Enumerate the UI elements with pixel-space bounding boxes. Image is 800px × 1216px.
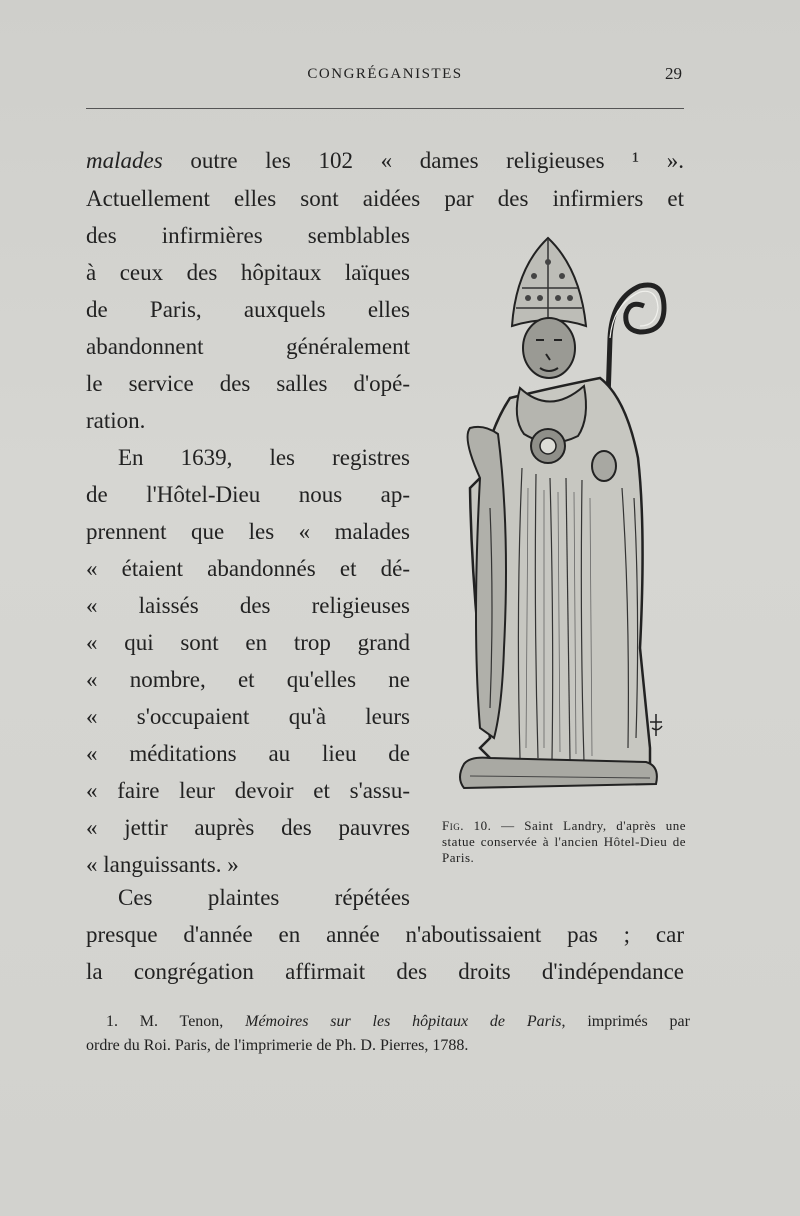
text-line: En 1639, les registres — [118, 445, 410, 470]
text-line: Actuellement elles sont aidées par des infirmiers et — [86, 186, 684, 211]
text-line: prennent que les « malades — [86, 519, 410, 544]
text-line: presque d'année en année n'aboutissaient pas ; car — [86, 922, 684, 947]
text-line: ration. — [86, 408, 146, 433]
caption-label: Fig. 10. — [442, 818, 492, 833]
text-line: la congrégation affirmait des droits d'indépendance — [86, 959, 684, 984]
text-line: à ceux des hôpitaux laïques — [86, 260, 410, 285]
saint-landry-illustration — [450, 228, 678, 808]
text-line: « nombre, et qu'elles ne — [86, 667, 410, 692]
caption-text: — Saint Landry, d'après une statue conservée à l'ancien Hôtel-Dieu de Paris. — [442, 818, 686, 865]
text-line: de l'Hôtel-Dieu nous ap- — [86, 482, 410, 507]
text-line: des infirmières semblables — [86, 223, 410, 248]
page-header — [86, 64, 684, 94]
footnote-title: Mémoires sur les hôpitaux de Paris — [245, 1013, 562, 1030]
footnote-line: ordre du Roi. Paris, de l'imprimerie de Ph. D. Pierres, 1788. — [86, 1037, 469, 1054]
running-title: CONGRÉGANISTES — [307, 66, 463, 82]
text-line: « faire leur devoir et s'assu- — [86, 778, 410, 803]
text-line: « jettir auprès des pauvres — [86, 815, 410, 840]
figure-caption — [442, 818, 686, 866]
text-line: Ces plaintes répétées — [118, 885, 410, 910]
page-number: 29 — [665, 64, 682, 83]
text-line: malades outre les 102 « dames religieuses ¹ ». — [86, 148, 684, 173]
text-line: abandonnent généralement — [86, 334, 410, 359]
text-line: « s'occupaient qu'à leurs — [86, 704, 410, 729]
text-line: « méditations au lieu de — [86, 741, 410, 766]
text-line: de Paris, auxquels elles — [86, 297, 410, 322]
footnote-line: 1. M. Tenon, Mémoires sur les hôpitaux de Paris, imprimés par — [106, 1013, 690, 1030]
text-line: « qui sont en trop grand — [86, 630, 410, 655]
text-line: « étaient abandonnés et dé- — [86, 556, 410, 581]
text-line: le service des salles d'opé- — [86, 371, 410, 396]
header-rule — [86, 108, 684, 109]
text-line: « languissants. » — [86, 852, 239, 877]
text-line: « laissés des religieuses — [86, 593, 410, 618]
